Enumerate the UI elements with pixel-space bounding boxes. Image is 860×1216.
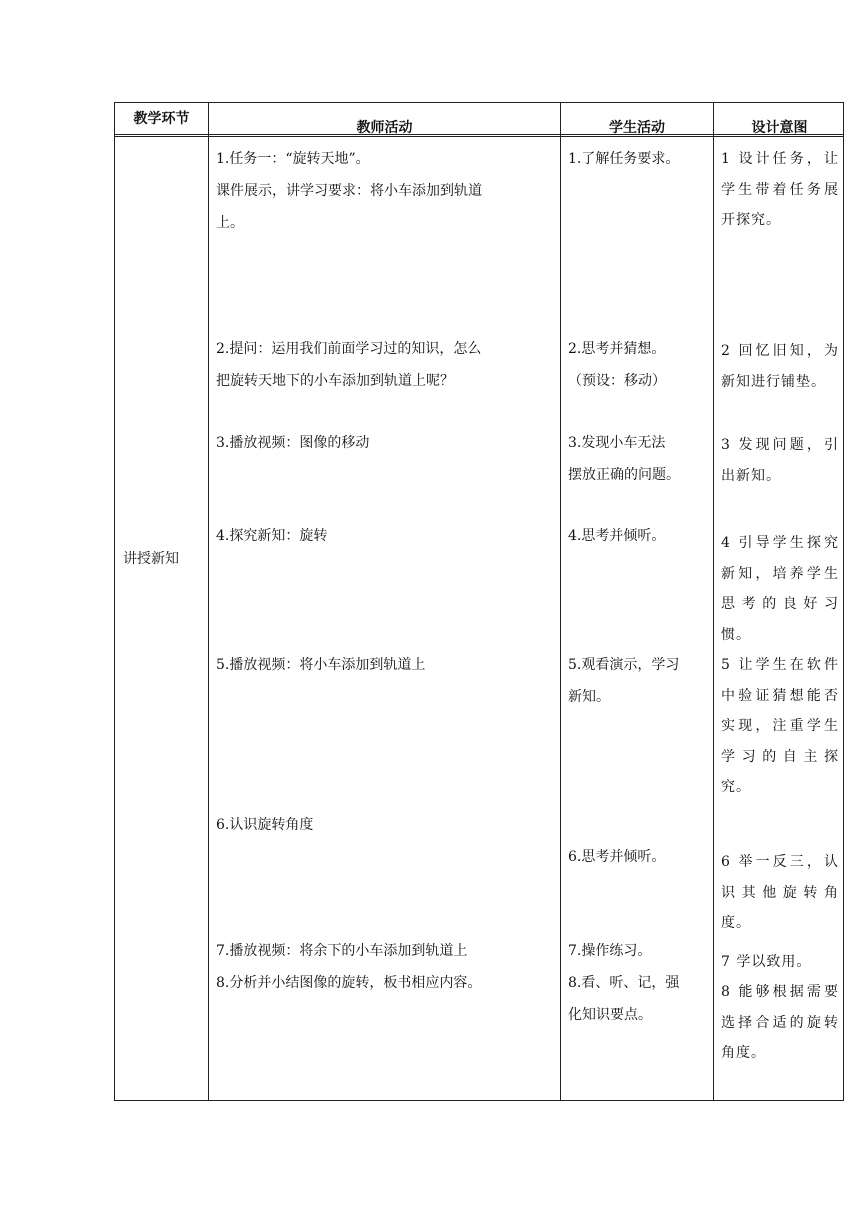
- student-item: 7.操作练习。 8.看、听、记，强 化知识要点。: [568, 943, 680, 1023]
- design-item: 1 设计任务，让学生带着任务展开探究。: [721, 151, 839, 228]
- teacher-item: 6.认识旋转角度: [216, 817, 314, 833]
- lesson-plan-table: [114, 102, 844, 1101]
- design-item: 6 举一反三，认识其他旋转角度。: [721, 854, 839, 931]
- teacher-item: 7.播放视频：将余下的小车添加到轨道上 8.分析并小结图像的旋转，板书相应内容。: [216, 943, 482, 991]
- column-divider: [208, 103, 209, 1100]
- student-item: 3.发现小车无法 摆放正确的问题。: [568, 435, 680, 483]
- section-label: 讲授新知: [123, 551, 179, 567]
- teacher-item: 4.探究新知：旋转: [216, 528, 328, 544]
- teacher-item: 3.播放视频：图像的移动: [216, 435, 370, 451]
- teacher-item: 5.播放视频：将小车添加到轨道上: [216, 657, 426, 673]
- design-item: 5 让学生在软件中验证猜想能否实现，注重学生学习的自主探究。: [721, 657, 839, 795]
- column-divider: [560, 103, 561, 1100]
- student-item: 1.了解任务要求。: [568, 151, 680, 167]
- design-item: 4 引导学生探究新知，培养学生思考的良好习惯。: [721, 535, 839, 643]
- student-item: 5.观看演示，学习 新知。: [568, 657, 680, 705]
- column-divider: [713, 103, 714, 1100]
- design-item: 8 能够根据需要选择合适的旋转角度。: [721, 984, 839, 1061]
- teacher-item: 1.任务一：“旋转天地”。 课件展示，讲学习要求：将小车添加到轨道 上。: [216, 151, 482, 231]
- header-student-activity: 学生活动: [609, 120, 665, 136]
- design-item: 7 学以致用。: [721, 954, 812, 970]
- header-teacher-activity: 教师活动: [356, 120, 413, 136]
- student-item: 2.思考并猜想。 （预设：移动）: [568, 341, 666, 389]
- design-item: 2 回忆旧知，为新知进行铺垫。: [721, 343, 839, 390]
- student-item: 4.思考并倾听。: [568, 528, 666, 544]
- student-item: 6.思考并倾听。: [568, 849, 666, 865]
- header-design-intent: 设计意图: [751, 120, 808, 136]
- header-section: 教学环节: [133, 111, 190, 127]
- teacher-item: 2.提问：运用我们前面学习过的知识，怎么 把旋转天地下的小车添加到轨道上呢？: [216, 341, 482, 389]
- design-item: 3 发现问题，引出新知。: [721, 437, 839, 484]
